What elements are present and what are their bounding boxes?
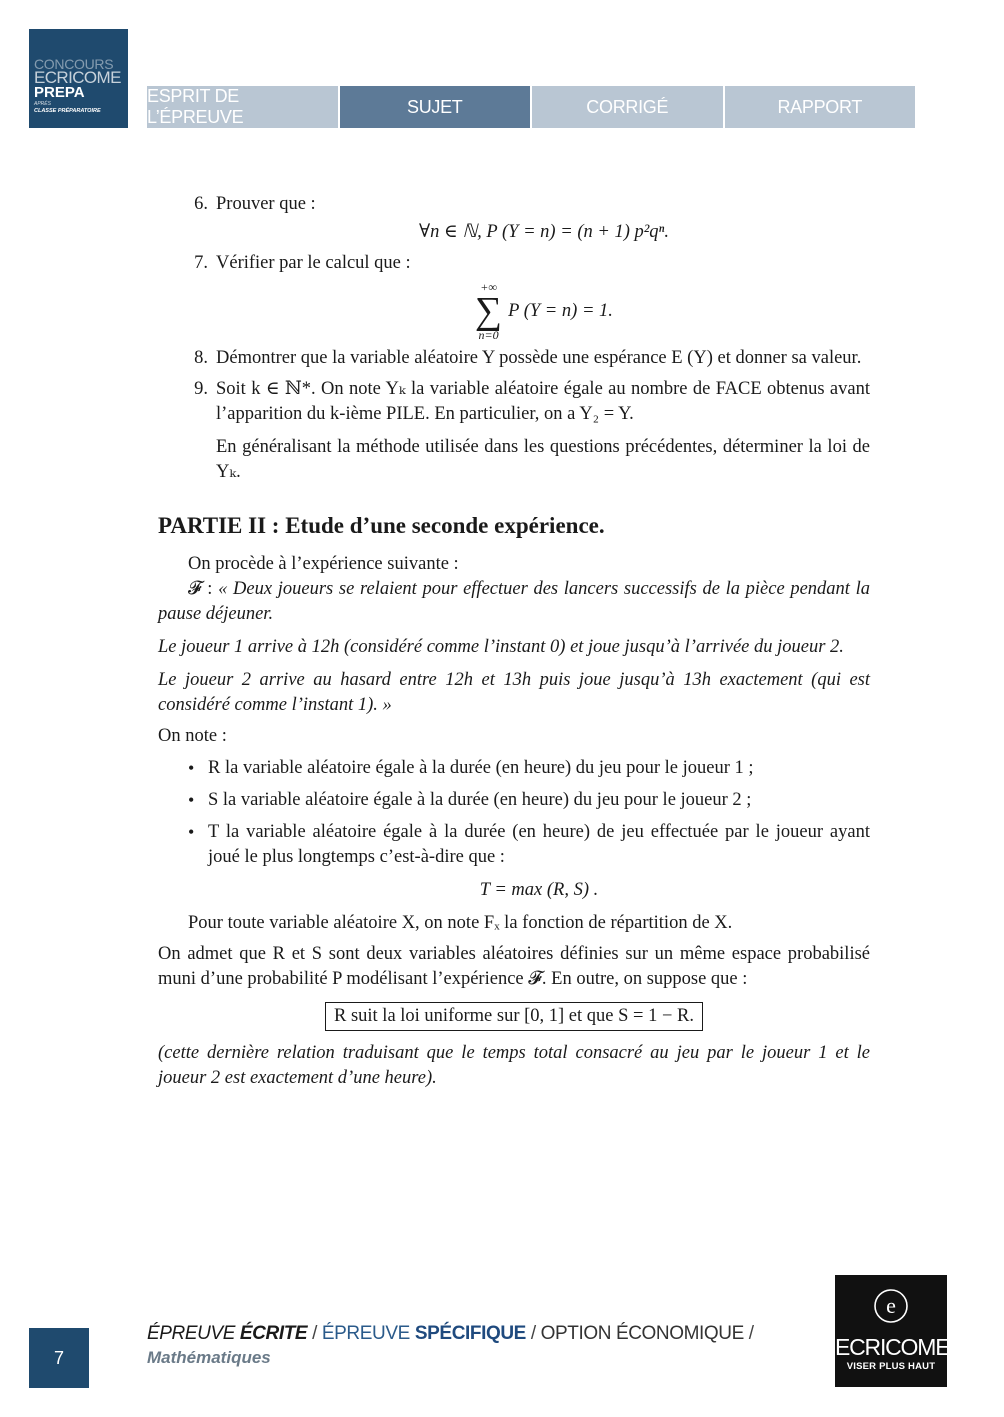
tab-rapport[interactable]: RAPPORT [725, 86, 916, 128]
question-9 [158, 377, 870, 427]
formula-t-max: T = max (R, S) . [479, 880, 599, 900]
closing-remark: (cette dernière relation traduisant que le temps total consacré au jeu par le joueur 1 et le joueur 2 est exactement d’une heure). [158, 1043, 870, 1088]
logo-line-prepa: PREPA [34, 84, 85, 101]
sum-symbol [475, 280, 502, 342]
brand-tagline: VISER PLUS HAUT [846, 1361, 936, 1372]
logo-line-classe: CLASSE PRÉPARATOIRE [34, 108, 101, 114]
question-number: 6. [194, 194, 208, 214]
experiment-description-3: Le joueur 2 arrive au hasard entre 12h et 13h puis joue jusqu’à 13h exactement (qui est considéré comme l’instant 1). » [158, 670, 870, 715]
formula-q7 [218, 280, 870, 342]
experiment-intro: On procède à l’expérience suivante : [188, 554, 459, 574]
question-text: Vérifier par le calcul que : [216, 253, 411, 273]
question-text: En généralisant la méthode utilisée dans les questions précédentes, déterminer la loi de Yₖ. [216, 437, 870, 482]
question-9-continued [158, 435, 870, 485]
experiment-description-1 [158, 577, 870, 627]
list-item: • S la variable aléatoire égale à la durée (en heure) du jeu pour le joueur 2 ; [158, 788, 870, 813]
footer-option: OPTION ÉCONOMIQUE [540, 1323, 744, 1344]
experiment-text: « Deux joueurs se relaient pour effectuer des lancers successifs de la pièce pendant la pause déjeuner. [158, 579, 870, 624]
question-text: Prouver que : [216, 194, 316, 214]
ecricome-brand-logo [835, 1275, 950, 1387]
footer-ecrite: ÉCRITE [239, 1323, 308, 1344]
question-6 [158, 192, 870, 217]
tab-sujet[interactable]: SUJET [340, 86, 531, 128]
logo-line-ecricome: ECRICOME [34, 68, 121, 87]
question-text: Soit k ∈ ℕ*. On note Yₖ la variable aléatoire égale au nombre de FACE obtenus avant l’apparition du k-ième PILE. En particulier, on a Y₂ = Y. [216, 379, 870, 424]
sigma-icon: ∑ [475, 290, 503, 332]
footer-exam-info [147, 1322, 754, 1370]
question-number: 7. [194, 253, 208, 273]
footer-epreuve: ÉPREUVE [147, 1323, 236, 1344]
formula-q6: ∀n ∈ ℕ, P (Y = n) = (n + 1) p²qⁿ. [418, 222, 670, 242]
footer-slash: / [312, 1323, 317, 1344]
boxed-assumption-wrap [158, 1002, 870, 1031]
part-title: PARTIE II : Etude d’une seconde expérience. [158, 513, 605, 538]
footer-slash: / [530, 1323, 536, 1344]
logo-line-apres: APRÈS [34, 101, 51, 107]
brand-letter: e [886, 1293, 896, 1318]
question-number: 9. [194, 379, 208, 399]
footer-subject: Mathématiques [147, 1348, 271, 1367]
exam-content [158, 192, 870, 1091]
assumption-text: On admet que R et S sont deux variables aléatoires définies sur un même espace probabilisé muni d’une probabilité P modélisant l’expérience 𝓕. En outre, on suppose que : [158, 944, 870, 989]
footer-exam-line [147, 1322, 754, 1346]
brand-name: ECRICOME [835, 1334, 950, 1360]
cdf-definition: Pour toute variable aléatoire X, on note Fₓ la fonction de répartition de X. [188, 913, 733, 933]
footer-slash: / [748, 1323, 754, 1344]
experiment-description-2: Le joueur 1 arrive à 12h (considéré comme l’instant 0) et joue jusqu’à l’arrivée du joueur 2. [158, 637, 844, 657]
tab-esprit[interactable]: ESPRIT DE L’ÉPREUVE [147, 86, 338, 128]
logo-line-concours: CONCOURS [34, 56, 114, 72]
tab-corrige[interactable]: CORRIGÉ [532, 86, 723, 128]
question-7 [158, 251, 870, 276]
experiment-label: 𝓕 : [188, 579, 213, 599]
sum-lower-limit: n=0 [478, 328, 499, 342]
sum-expression: P (Y = n) = 1. [508, 300, 613, 321]
question-text: Démontrer que la variable aléatoire Y possède une espérance E (Y) et donner sa valeur. [216, 348, 862, 368]
list-item: • T la variable aléatoire égale à la durée (en heure) de jeu effectuée par le joueur ayant joué le plus longtemps c’est-à-dire que : [158, 820, 870, 870]
section-tabs [147, 86, 915, 128]
sum-upper-limit: +∞ [480, 280, 497, 294]
footer-specifique: SPÉCIFIQUE [414, 1323, 526, 1344]
concours-logo [29, 29, 128, 128]
question-number: 8. [194, 348, 208, 368]
page-number: 7 [29, 1328, 89, 1388]
list-item: • R la variable aléatoire égale à la durée (en heure) du jeu pour le joueur 1 ; [158, 756, 870, 781]
footer-epreuve-2: ÉPREUVE [321, 1323, 410, 1344]
variable-list [158, 756, 870, 870]
boxed-assumption: R suit la loi uniforme sur [0, 1] et que S = 1 − R. [325, 1002, 703, 1031]
on-note: On note : [158, 726, 227, 746]
ecricome-e-icon [873, 1288, 909, 1324]
question-8 [158, 346, 870, 371]
